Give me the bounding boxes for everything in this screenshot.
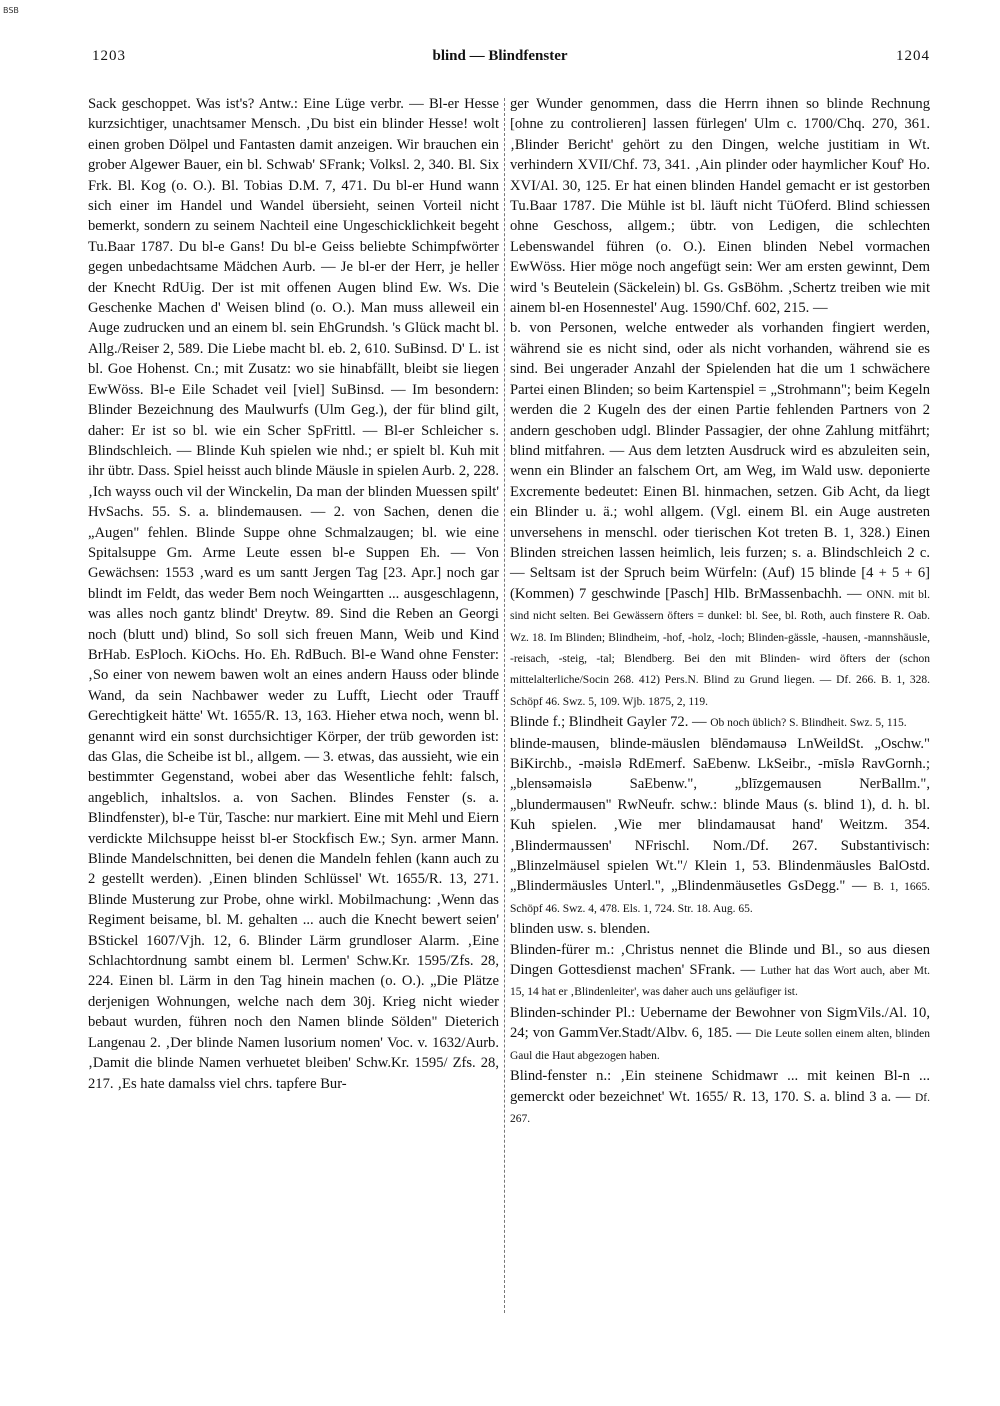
entry-blind-fenster-note: Df. 267. xyxy=(510,1091,930,1125)
left-column-text: Sack geschoppet. Was ist's? Antw.: Eine Lüge verbr. — Bl-er Hesse kurzsichtiger, unachtsamer Mensch. ‚Du bist ein blinder Hesse! wolt einen groben Dölpel und Fantasten damit anzeigen. Wir brauchen ein grober Algewer Bauer, ein bl. Schwab' SFrank; Volksl. 2, 340. Bl. Six Frk. Bl. Kog (o. O.). Bl. Tobias D.M. 7, 471. Du bl-er Hund wann sich einer im Handel und Wandel übersieht, seinen Vorteil nicht bemerkt, sondern zu seinem Nachteil eine Ungeschicklichkeit begeht Tu.Baar 1787. Du bl-e Gans! Du bl-e Geiss beliebte Schimpfwörter gegen unbedachtsame Mädchen Aurb. — Je bl-er der Herr, je heller der Knecht RdUig. Der ist mit offenen Augen blind Ew. Ws. Die Geschenke Machen d' Weisen blind (o. O.). Man muss alleweil ein Auge zudrucken und an einem bl. sein EhGrundsh. 's Glück macht bl. Allg./Reiser 2, 589. Die Liebe macht bl. eb. 2, 610. SuBinsd. D' L. ist bl. Goe Hohenst. Cn.; mit Zusatz: wo sie hinabfällt, bleibt sie liegen EwWöss. Bl-e Eile Schadet veil [viel] SuBinsd. — Im besondern: Blinder Bezeichnung des Maulwurfs (Ulm Geg.), der für blind gilt, daher: Er ist so bl. wie ein Scher SpFrittl. — Bl-er Schleicher s. Blindschleich. — Blinde Kuh spielen wie nhd.; er spielt bl. Kuh mit ihr übtr. Dass. Spiel heisst auch blinde Mäusle in spielen Aurb. 2, 228. ‚Ich wayss ouch vil der Winckelin, Da man der blinden Muessen spilt' HvSachs. 55. S. a. blindemausen. — 2. von Sachen, denen die „Augen" fehlen. Blinde Suppe ohne Schmalzaugen; bl. wie eine Spitalsuppe Gm. Arme Leute essen bl-e Suppen Eh. — Von Gewächsen: 1553 ‚ward es um santt Jergen Tag [23. Apr.] noch gar blindt im Feldt, das weder Bem noch Weingartten ... ausgeschlagenn, was alles noch gantz blindt' Dreytw. 89. Sind die Reben an Georgi noch (blutt und) blind, So soll sich freuen Mann, Weib und Kind BrHab. EsPloch. KiOchs. Ho. Eh. RdBuch. Bl-e Wand ohne Fenster: ‚So einer von newem bawen wolt an eines andern Hauss oder blinde Wand, da sein Nachbawer weder zu Lufft, Liecht oder Trauff Gerechtigkeit hätte' Wt. 1655/R. 13, 163. Hieher etwa noch, wenn bl. genannt wird ein sonst durchsichtiger Körper, der trüb geworden ist: das Glas, die Scheibe ist bl., allgem. — 3. etwas, das aussieht, wie ein bestimmter Gegenstand, wobei aber das Wesentliche fehlt: falsch, angeblich, inhaltslos. a. von Sachen. Blindes Fenster (s. a. Blindfenster), bl-e Tür, Tasche: nur markiert. Eine mit Mehl und Eiern verdickte Milchsuppe heisst bl-er Stockfisch Ew.; Syn. armer Mann. Blinde Mandelschnitten, bei denen die Mandeln fehlen (kann auch zu 2 gestellt werden). ‚Einen blinden Schlüssel' Wt. 1655/R. 13, 271. Blinde Musterung zur Probe, ohne wirkl. Mobilmachung: ‚Wenn das Regiment beisame, bl. M. gehalten ... auch die Knecht bewert seien' BStickel 1607/Vjh. 12, 6. Blinder Lärm grundloser Alarm. ‚Eine Schlachtordnung sambt einem bl. Lermen' Schw.Kr. 1595/Zfs. 28, 224. Einen bl. Lärm in den Tag hinein machen (o. O.). „Die Plätze derjenigen Wohnungen, welche nach dem 30j. Krieg nicht wieder bebaut wurden, führen noch den Namen blinde Sölden" Dieterich Langenau 2. ‚Der blinde Namen lusorium nomen' Voc. v. 1632/Aurb. ‚Damit die blinde Namen verhuetet bleiben' Schw.Kr. 1595/ Zfs. 28, 217. ‚Es hate damalss viel chrs. tapfere Bur- xyxy=(88,96,499,1092)
entry-blinden: blinden usw. s. blenden. xyxy=(510,921,651,938)
entry-blinden-furer-note: Luther hat das Wort auch, aber Mt. 15, 14 hat er ‚Blindenleiter', was daher auch uns geläufiger ist. xyxy=(510,965,931,999)
page-header xyxy=(0,48,1000,72)
right-column xyxy=(510,94,930,1129)
entry-blinde xyxy=(510,712,930,733)
library-stamp: BSB xyxy=(3,6,19,15)
page-number-left: 1203 xyxy=(92,48,126,64)
column-divider xyxy=(504,98,505,1313)
entry-blinde-note: Ob noch üblich? S. Blindheit. Swz. 5, 115. xyxy=(710,717,907,730)
entry-blinden-furer-text: Blinden-fürer m.: ‚Christus nennet die Blinde und Bl., so aus diesen Dingen Gottesdienst machen' SFrank. — xyxy=(510,941,930,979)
entry-blind-fenster-text: Blind-fenster n.: ‚Ein steinene Schidmawr ... mit keinen Bl-n ... gemerckt oder bezeichnet' Wt. 1655/ R. 13, 170. S. a. blind 3 a. — xyxy=(510,1068,930,1105)
entry-blind-fenster xyxy=(510,1066,930,1129)
entry-blinde-mausen-note: B. 1, 1665. Schöpf 46. Swz. 4, 478. Els. 1, 724. Str. 18. Aug. 65. xyxy=(510,881,930,915)
entry-section-b xyxy=(510,318,930,712)
page-number-right: 1204 xyxy=(896,48,930,64)
entry-continuation xyxy=(510,94,930,318)
entry-blinde-text: Blinde f.; Blindheit Gayler 72. — xyxy=(510,714,707,731)
entry-section-b-text: b. von Personen, welche entweder als vorhanden fingiert werden, während sie es nicht sind, oder als nicht vorhanden, während sie es sind. Bei ungerader Anzahl der Spielenden hat die um 1 schwächere Partei einen Blinden; so beim Kartenspiel = „Strohmann"; beim Kegeln werden die 2 Kugeln des der einen Partie fehlenden Partners von 2 andern geschoben udgl. Blinder Passagier, der ohne Zahlung mitfährt; blind mitfahren. — Aus dem letzten Ausdruck wird es abzuleiten sein, wenn ein Blinder an falschem Ort, am Weg, im Wald usw. deponierte Excremente bedeutet: Einen Bl. hinmachen, setzen. Gib Acht, da liegt ein Blinder u. ä.; wohl allgem. (Vgl. einem Bl. ein Auge austreten unversehens in menschl. oder tierischen Kot treten B. 1, 328.) Einen Blinden streichen lassen heimlich, leis furzen; s. a. Blindschleich 2 c. — Seltsam ist der Spruch beim Würfeln: (Auf) 15 blinde [4 + 5 + 6] (Kommen) 7 geschwinde [Pasch] Hlb. BrMassenbachh. — xyxy=(510,320,930,602)
entry-blinde-mausen-text: blinde-mausen, blinde-mäuslen blēndəmausə LnWeildSt. „Oschw." BiKirchb., -məislə RdEmerf. SaEbenw. LkSeibr., -mīslə RavGornh.; „blensəməislə SaEbenw.", „blīzgemausen NerBallm.", „blundermausen" RwNeufr. schw.: blinde Maus (s. blind 1), d. h. bl. Kuh spielen. ‚Wie mer blindamausat hand' Weitzm. 354. ‚Blindermaussen' NFrischl. Nom./Df. 267. Substantivisch: „Blinzelmäusel spielen Wt."/ Klein 1, 53. Blindenmäusles BalOstd. „Blindermäusles Unterl.", „Blindenmäusetles GsDegg." — xyxy=(510,735,930,895)
left-column xyxy=(88,94,499,1094)
entry-blinden-schinder xyxy=(510,1003,930,1066)
entry-blinden-schinder-text: Blinden-schinder Pl.: Uebername der Bewohner von SigmVils./Al. 10, 24; von GammVer.Stadt/Albv. 6, 185. — xyxy=(510,1004,930,1042)
entry-continuation-text: ger Wunder genommen, dass die Herrn ihnen so blinde Rechnung [ohne zu controlieren] lassen fürlegen' Ulm c. 1700/Chq. 270, 361. ‚Blinder Bericht' gehört zu den Dingen, welche justitiam in Wt. verhindern XVII/Chf. 73, 341. ‚Ain plinder oder haymlicher Kouf' Ho. XVI/Al. 30, 125. Er hat einen blinden Handel gemacht er ist gestorben Tu.Baar 1787. Die Mühle ist bl. läuft nicht TüOferd. Blind schiessen ohne Geschoss, allgem.; übtr. von Ledigen, die schlechten Lebenswandel führen (o. O.). Einen blinden Nebel vormachen EwWöss. Hier möge noch angefügt sein: Wer am ersten gewinnt, Dem wird 's Beutelein (Säckelein) bl. Gs. GsBöhm. ‚Schertz treiben wie mit ainem bl-en Hosennestel' Aug. 1590/Chf. 602, 215. — xyxy=(510,96,930,317)
entry-section-b-note: ONN. mit bl. sind nicht selten. Bei Gewässern öfters = dunkel: bl. See, bl. Roth, auch finstere R. Oab. Wz. 18. Im Blinden; Blindheim, -hof, -holz, -loch; Blinden-gässle, -hausen, -mannshäusle, -reisach, -steig, -tal; Blendberg. Bei den mit Blinden- wird öfters der (schon mittelalterliche/Socin 268. 412) Pers.N. Blind zu Grund liegen. — Df. 266. B. 1, 328. Schöpf 46. Swz. 5, 109. Wjb. 1875, 2, 119. xyxy=(510,588,930,708)
entry-blinden-furer xyxy=(510,940,930,1003)
entry-blinde-mausen xyxy=(510,734,930,920)
running-title: blind — Blindfenster xyxy=(432,48,568,64)
entry-blinden-schinder-note: Die Leute sollen einem alten, blinden Gaul die Haut abgezogen haben. xyxy=(510,1028,930,1062)
